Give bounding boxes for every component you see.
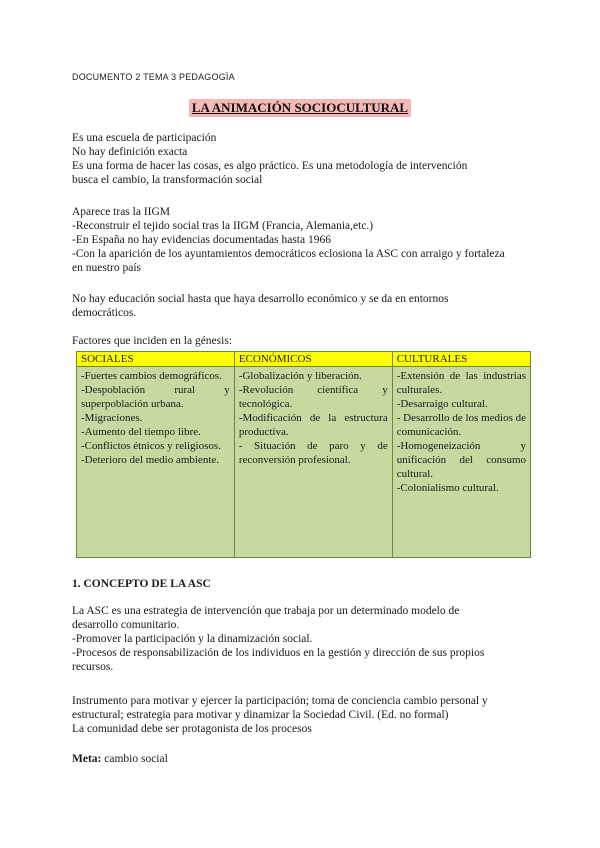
text-line: La ASC es una estrategia de intervención que trabaja por un determinado modelo de: [72, 605, 460, 617]
list-item: -Deterioro del medio ambiente.: [81, 454, 220, 466]
list-item: -Revolución científica y tecnológica.: [238, 384, 388, 410]
text-line: recursos.: [72, 661, 114, 673]
meta-value: cambio social: [101, 753, 168, 765]
list-item: -Colonialismo cultural.: [396, 482, 499, 494]
text-line: Es una escuela de participación: [72, 132, 217, 144]
intro-paragraph: [72, 131, 532, 187]
text-line: en nuestro país: [72, 262, 141, 274]
meta-line: [72, 752, 532, 766]
table-row: [77, 367, 531, 558]
text-line: No hay educación social hasta que haya desarrollo económico y se da en entornos: [72, 293, 449, 305]
list-item: -Despoblación rural y superpoblación urbana.: [81, 384, 230, 410]
list-item: -Homogeneización y unificación del consumo cultural.: [396, 440, 526, 480]
instrument-paragraph: [72, 694, 532, 736]
concept-paragraph: [72, 604, 532, 674]
title-wrapper: [0, 99, 600, 117]
list-item: - Desarrollo de los medios de comunicación.: [396, 412, 526, 438]
text-line: -Con la aparición de los ayuntamientos democráticos eclosiona la ASC con arraigo y fortaleza: [72, 248, 505, 260]
factors-table: [76, 351, 531, 558]
meta-label: Meta:: [72, 753, 102, 765]
document-header: DOCUMENTO 2 TEMA 3 PEDAGOGÌA: [72, 72, 235, 82]
list-item: -Aumento del tiempo libre.: [81, 426, 201, 438]
education-paragraph: [72, 292, 532, 320]
text-line: -Promover la participación y la dinamización social.: [72, 633, 313, 645]
list-item: - Situación de paro y de reconversión profesional.: [238, 440, 388, 466]
list-item: -Conflictos étnicos y religiosos.: [81, 440, 221, 452]
cell-sociales: [77, 367, 235, 558]
text-line: democráticos.: [72, 307, 137, 319]
header-culturales: CULTURALES: [392, 352, 530, 367]
list-item: -Globalización y liberación.: [238, 370, 362, 382]
origin-paragraph: [72, 205, 532, 275]
document-title: LA ANIMACIÓN SOCIOCULTURAL: [189, 99, 411, 117]
text-line: -Procesos de responsabilización de los individuos en la gestión y dirección de sus propios: [72, 647, 485, 659]
text-line: -En España no hay evidencias documentadas hasta 1966: [72, 234, 331, 246]
cell-culturales: [392, 367, 530, 558]
list-item: -Modificación de la estructura productiva.: [238, 412, 388, 438]
header-economicos: ECONÓMICOS: [234, 352, 392, 367]
text-line: Instrumento para motivar y ejercer la participación; toma de conciencia cambio personal y: [72, 695, 488, 707]
text-line: Es una forma de hacer las cosas, es algo práctico. Es una metodología de intervención: [72, 160, 468, 172]
text-line: estructural; estrategia para motivar y dinamizar la Sociedad Civil. (Ed. no formal): [72, 709, 449, 721]
list-item: -Desarraigo cultural.: [396, 398, 488, 410]
cell-economicos: [234, 367, 392, 558]
list-item: -Extensión de las industrias culturales.: [396, 370, 526, 396]
list-item: -Migraciones.: [81, 412, 143, 424]
text-line: La comunidad debe ser protagonista de los procesos: [72, 723, 312, 735]
text-line: busca el cambio, la transformación social: [72, 174, 263, 186]
section-title: 1. CONCEPTO DE LA ASC: [72, 578, 211, 590]
text-line: -Reconstruir el tejido social tras la IIGM (Francia, Alemania,etc.): [72, 220, 374, 232]
factors-intro: Factores que inciden en la génesis:: [72, 335, 232, 347]
text-line: Aparece tras la IIGM: [72, 206, 171, 218]
text-line: No hay definición exacta: [72, 146, 188, 158]
table-header-row: [77, 352, 531, 367]
header-sociales: SOCIALES: [77, 352, 235, 367]
list-item: -Fuertes cambios demográficos.: [81, 370, 222, 382]
text-line: desarrollo comunitario.: [72, 619, 180, 631]
